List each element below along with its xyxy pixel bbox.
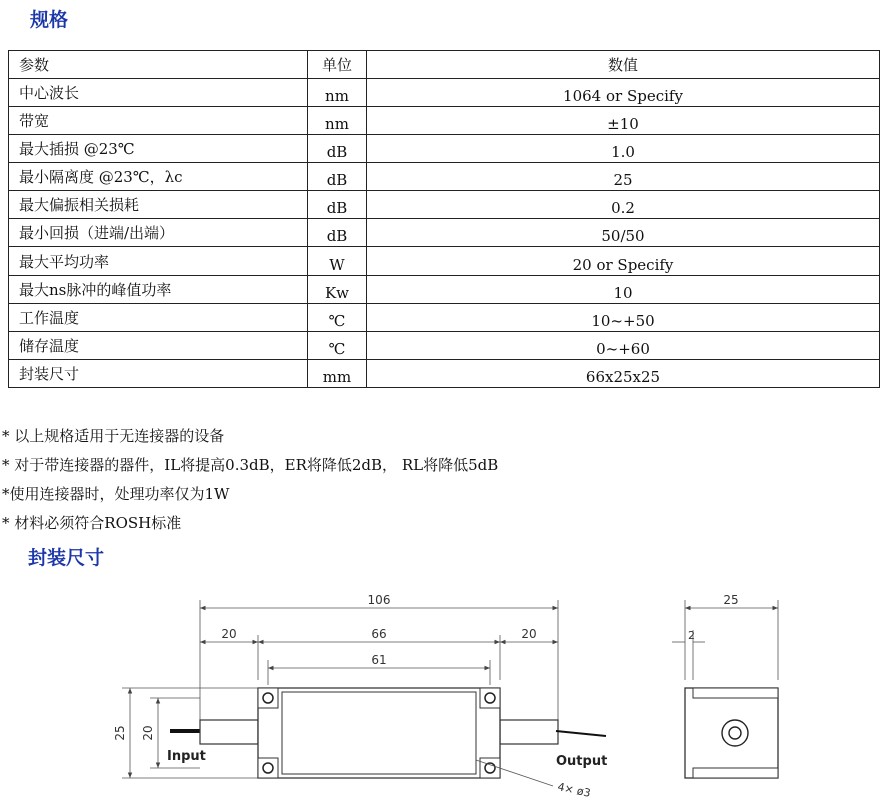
dim-height-outer-label: 25: [113, 725, 127, 741]
unit-cell: Kw: [308, 275, 367, 303]
side-width-label: 25: [723, 593, 739, 607]
table-row: [9, 219, 880, 247]
table-row: [9, 163, 880, 191]
unit-cell: dB: [308, 163, 367, 191]
package-drawing: [0, 580, 893, 805]
unit-cell: mm: [308, 359, 367, 387]
param-cell: 储存温度: [9, 331, 308, 359]
table-row: [9, 359, 880, 387]
dim-overall-label: 106: [367, 593, 391, 607]
package-heading: 封装尺寸: [28, 547, 105, 569]
value-cell: 0~+60: [367, 331, 880, 359]
param-cell: 中心波长: [9, 79, 308, 107]
value-cell: 10: [367, 275, 880, 303]
unit-cell: ℃: [308, 331, 367, 359]
notes-list: [2, 422, 498, 538]
dim-right-label: 20: [521, 627, 537, 641]
spec-table-body: [9, 79, 880, 388]
table-row: [9, 191, 880, 219]
table-row: [9, 79, 880, 107]
value-cell: 25: [367, 163, 880, 191]
note-item: * 对于带连接器的器件，IL将提高0.3dB，ER将降低2dB， RL将降低5dB: [2, 456, 499, 474]
param-cell: 最大平均功率: [9, 247, 308, 275]
param-cell: 工作温度: [9, 303, 308, 331]
unit-cell: nm: [308, 107, 367, 135]
param-cell: 最大ns脉冲的峰值功率: [9, 275, 308, 303]
note-item: *使用连接器时，处理功率仅为1W: [2, 485, 230, 503]
value-cell: 66x25x25: [367, 359, 880, 387]
value-cell: 0.2: [367, 191, 880, 219]
table-header-row: [9, 51, 880, 79]
front-view: [170, 688, 606, 786]
table-row: [9, 247, 880, 275]
unit-cell: W: [308, 247, 367, 275]
note-item: * 以上规格适用于无连接器的设备: [2, 427, 225, 445]
header-unit: 单位: [308, 51, 367, 79]
param-cell: 最大偏振相关损耗: [9, 191, 308, 219]
header-param: 参数: [9, 51, 308, 79]
holes-label: 4× ø3: [556, 780, 592, 800]
table-row: [9, 331, 880, 359]
param-cell: 封装尺寸: [9, 359, 308, 387]
param-cell: 带宽: [9, 107, 308, 135]
value-cell: 20 or Specify: [367, 247, 880, 275]
dim-holes-label: 61: [371, 653, 387, 667]
value-cell: 50/50: [367, 219, 880, 247]
param-cell: 最大插损 @23℃: [9, 135, 308, 163]
header-value: 数值: [367, 51, 880, 79]
unit-cell: dB: [308, 135, 367, 163]
value-cell: ±10: [367, 107, 880, 135]
spec-heading: 规格: [30, 9, 69, 31]
table-row: [9, 107, 880, 135]
value-cell: 10~+50: [367, 303, 880, 331]
note-item: * 材料必须符合ROSH标准: [2, 514, 182, 532]
side-view: [685, 688, 778, 778]
param-cell: 最小隔离度 @23℃，λc: [9, 163, 308, 191]
unit-cell: ℃: [308, 303, 367, 331]
output-label: Output: [556, 754, 608, 769]
unit-cell: dB: [308, 219, 367, 247]
param-cell: 最小回损（进端/出端）: [9, 219, 308, 247]
dim-body-label: 66: [371, 627, 387, 641]
unit-cell: dB: [308, 191, 367, 219]
table-row: [9, 135, 880, 163]
side-offset-label: 2: [688, 629, 695, 642]
value-cell: 1064 or Specify: [367, 79, 880, 107]
dim-left-label: 20: [221, 627, 237, 641]
table-row: [9, 303, 880, 331]
input-label: Input: [167, 749, 206, 764]
dim-height-inner-label: 20: [141, 725, 155, 741]
value-cell: 1.0: [367, 135, 880, 163]
spec-table: [8, 50, 880, 388]
unit-cell: nm: [308, 79, 367, 107]
table-row: [9, 275, 880, 303]
